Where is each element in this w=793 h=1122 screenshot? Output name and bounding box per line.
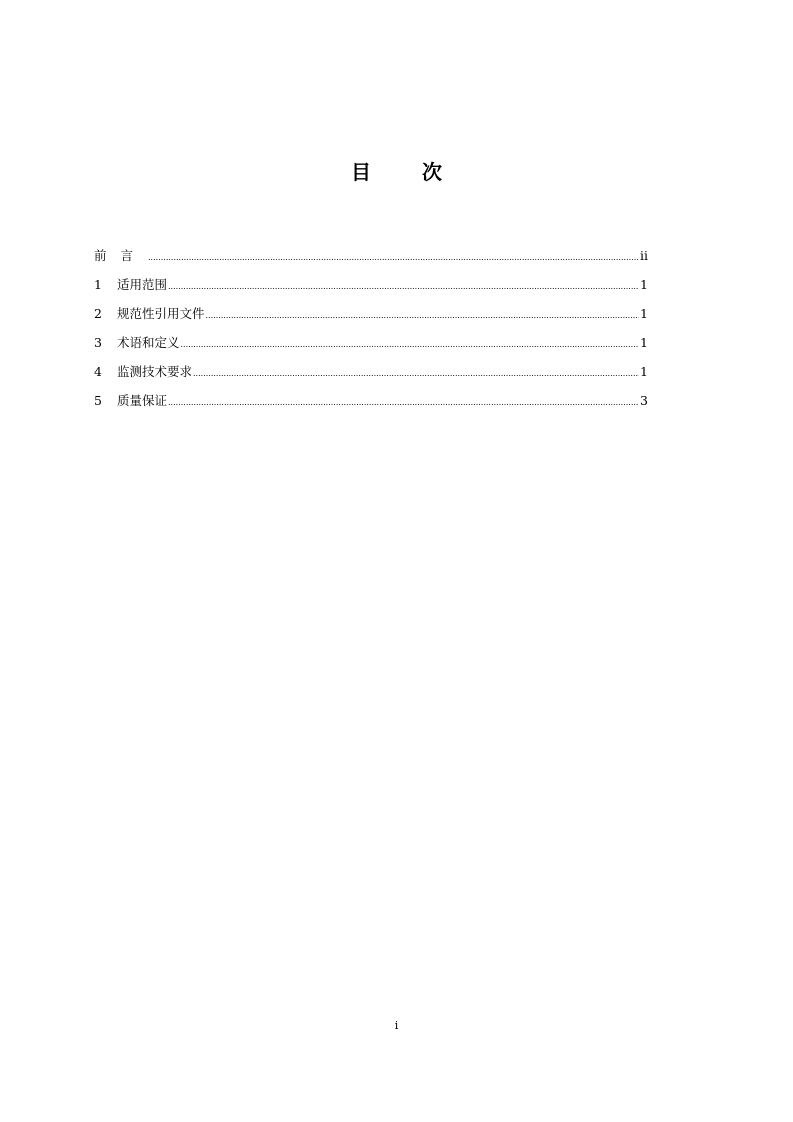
toc-entry-number: 1 [94,277,102,292]
toc-entry-number: 4 [94,364,102,379]
toc-entry-label: 监测技术要求 [117,364,193,379]
toc-entry-label: 术语和定义 [117,335,180,350]
toc-entry-label: 质量保证 [117,393,168,408]
toc-entry-label: 适用范围 [117,277,168,292]
toc-dot-leader [181,328,640,357]
toc-dot-leader [193,357,639,386]
toc-entry-number: 5 [94,393,102,408]
table-of-contents [94,241,648,415]
page-number: i [394,1019,399,1032]
toc-dot-leader [168,270,639,299]
toc-entry-label: 规范性引用文件 [117,306,205,321]
toc-entry[interactable] [94,386,648,415]
toc-dot-leader [206,299,640,328]
toc-dot-leader [168,386,639,415]
toc-title: 目 次 [351,160,464,184]
toc-entry-number: 3 [94,335,102,350]
toc-entry-number: 2 [94,306,102,321]
toc-entry-page: 1 [640,335,648,350]
toc-entry-page: 1 [640,277,648,292]
toc-entry-page: 3 [640,393,648,408]
toc-entry-page: 1 [640,306,648,321]
toc-entry[interactable] [94,299,648,328]
toc-entry[interactable] [94,270,648,299]
toc-entry[interactable] [94,357,648,386]
toc-entry[interactable] [94,328,648,357]
toc-entry-page: ii [640,248,648,263]
toc-entry-label: 前言 [94,248,148,263]
toc-dot-leader [148,241,639,270]
toc-entry[interactable] [94,241,648,270]
toc-entry-page: 1 [640,364,648,379]
